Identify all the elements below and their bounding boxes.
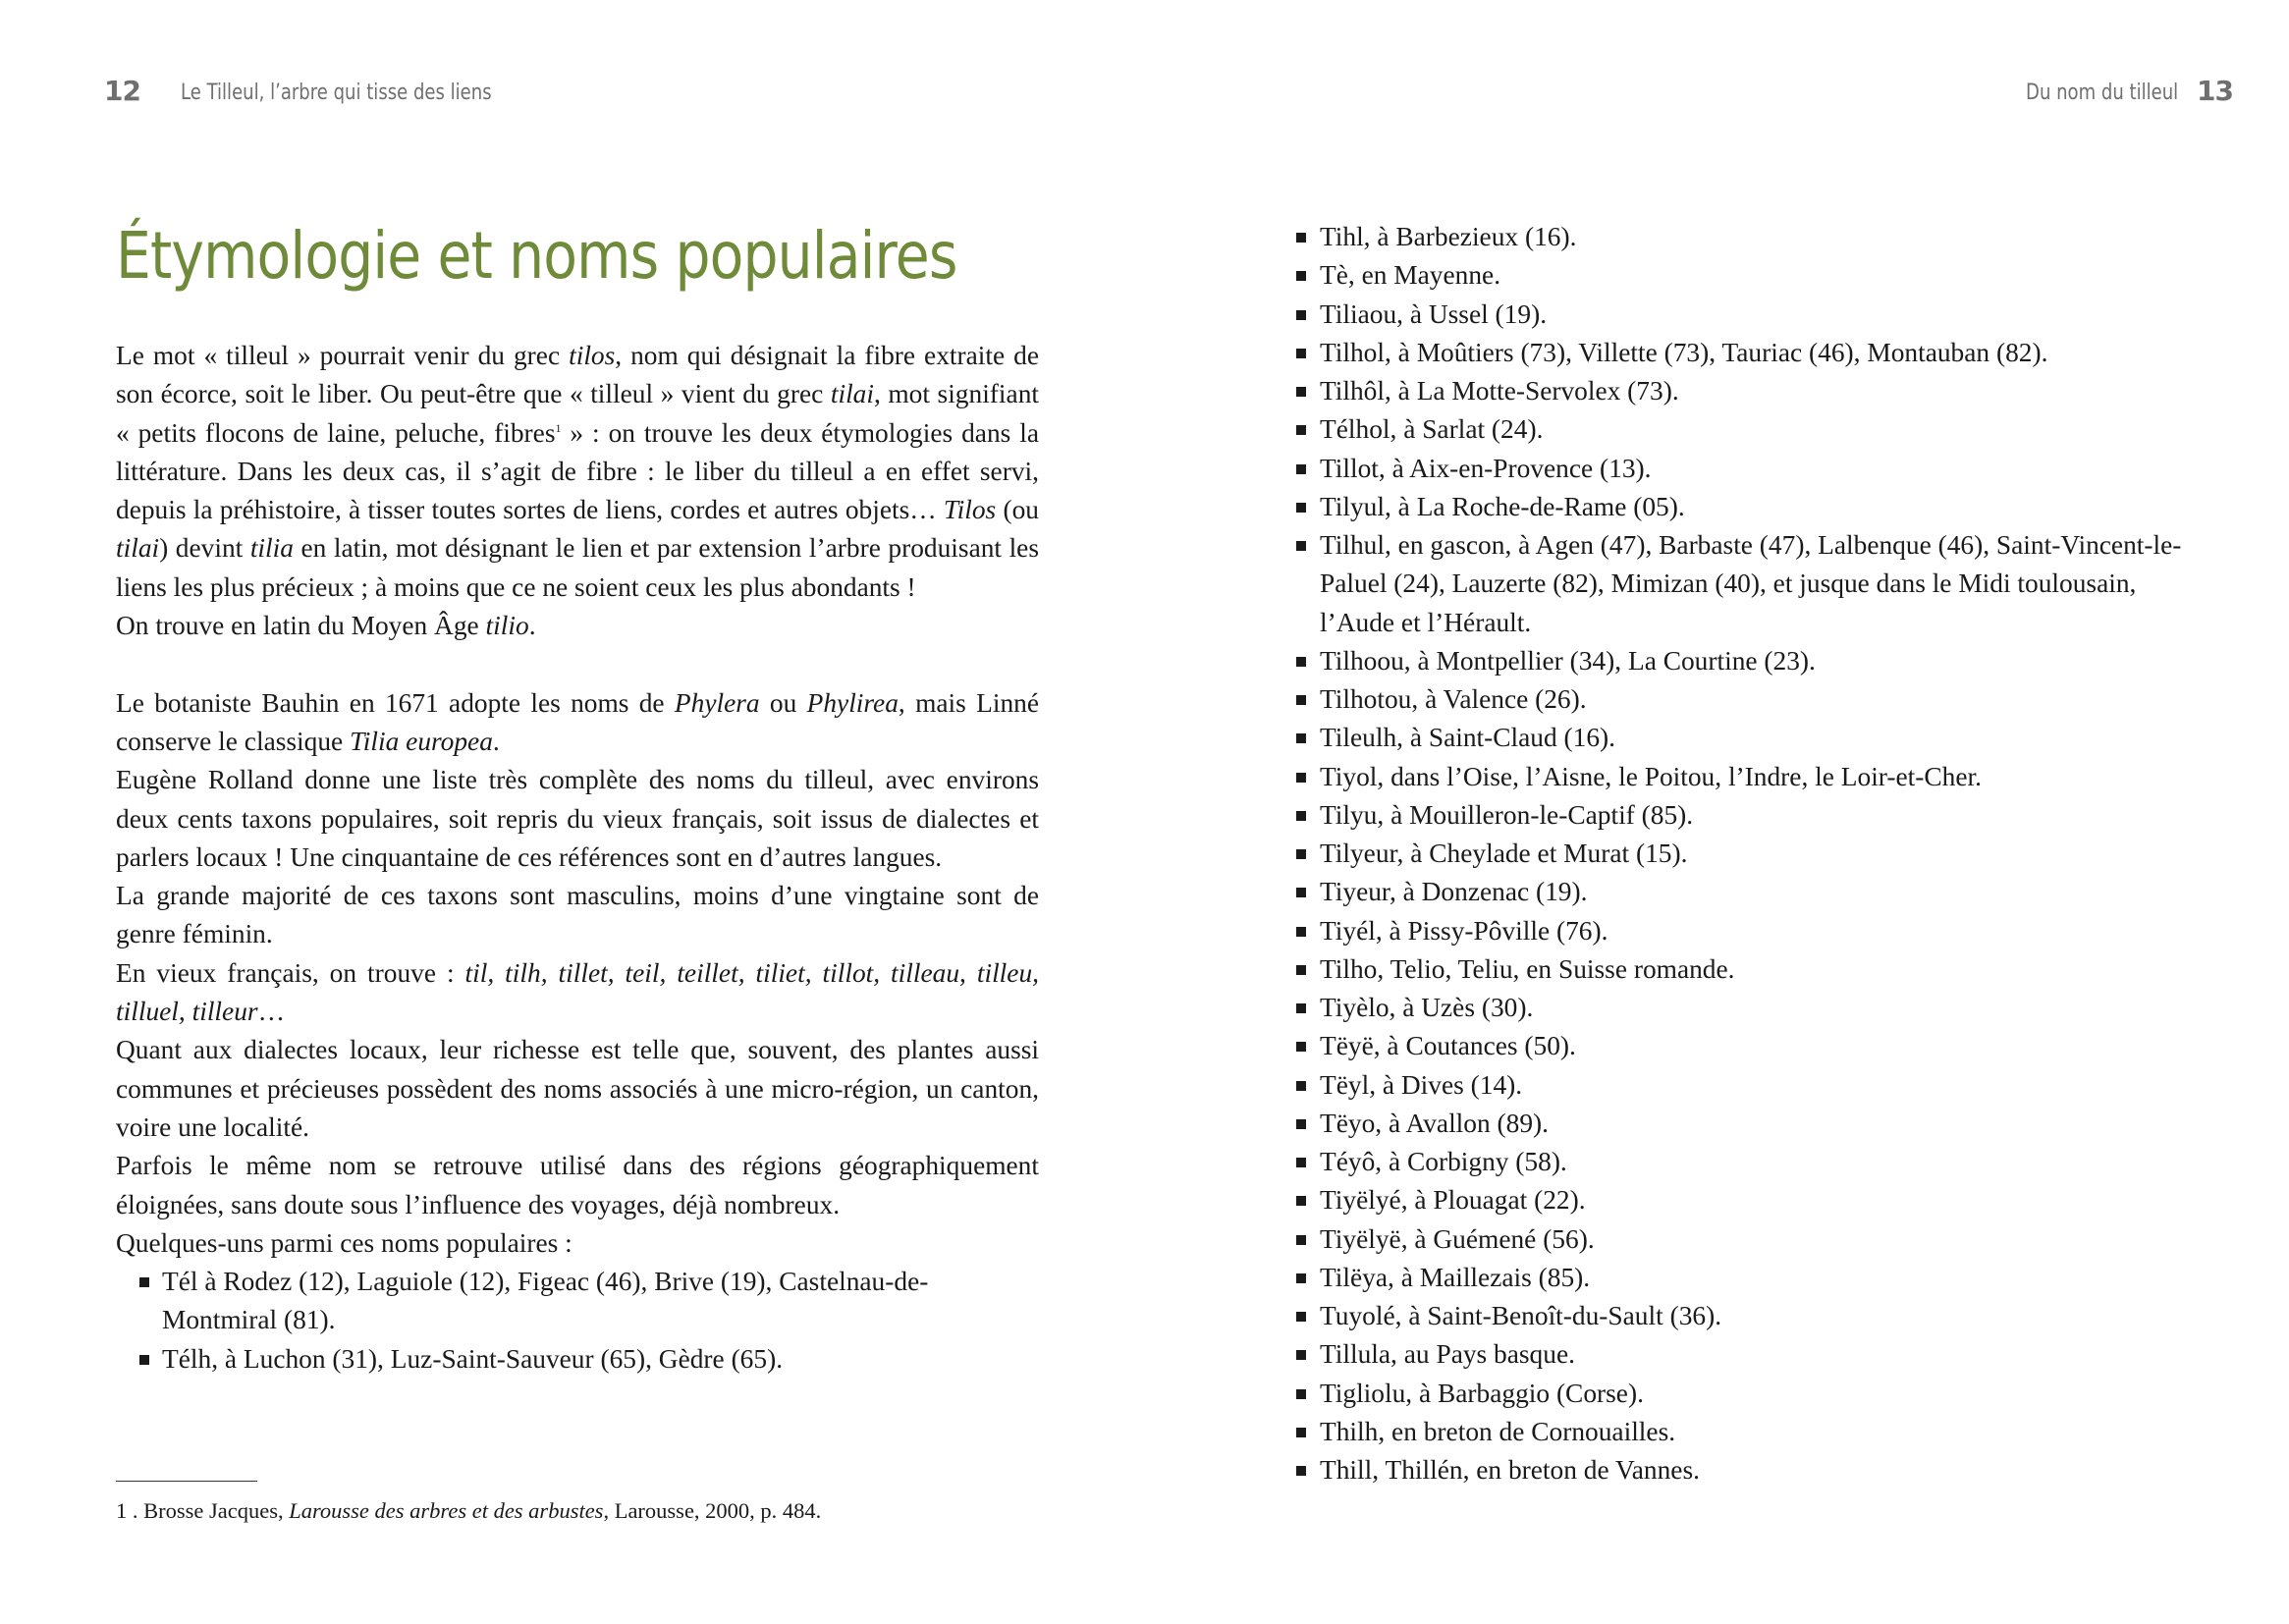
text-run: Quelques-uns parmi ces noms populaires : xyxy=(116,1227,572,1258)
paragraph xyxy=(116,954,1039,1032)
text-run: Le mot « tilleul » pourrait venir du grec xyxy=(116,341,570,370)
paragraph xyxy=(116,877,1039,954)
list-item: Tilëya, à Maillezais (85). xyxy=(1274,1259,2197,1297)
list-item: Tiyeur, à Donzenac (19). xyxy=(1274,873,2197,911)
text-run: , mais Linné conserve le classique xyxy=(116,687,1039,756)
italic-text: Larousse des arbres et des arbustes xyxy=(289,1498,604,1523)
paragraph xyxy=(116,1031,1039,1147)
left-page xyxy=(0,0,1144,1624)
section-heading: Étymologie et noms populaires xyxy=(116,218,957,294)
text-run: , Larousse, 2000, p. 484. xyxy=(603,1498,822,1523)
list-item: Tileulh, à Saint-Claud (16). xyxy=(1274,719,2197,757)
text-run: , nom qui désignait la fibre extraite de son écorce, soit le liber. Ou peut-être que « tilleul » vient du grec xyxy=(116,341,1039,409)
list-item: Tihl, à Barbezieux (16). xyxy=(1274,218,2197,256)
names-list-left xyxy=(116,1263,1039,1379)
text-run: Eugène Rolland donne une liste très complète des noms du tilleul, avec environs deux cents taxons populaires, soit repris du vieux français, soit issus de dialectes et parlers locaux ! Une cinquantaine de ces références sont en d’autres langues. xyxy=(116,765,1039,872)
list-item: Thill, Thillén, en breton de Vannes. xyxy=(1274,1451,2197,1489)
text-run: » : on trouve les deux étymologies dans la littérature. Dans les deux cas, il s’agit de fibre : le liber du tilleul a en effet servi, depuis la préhistoire, à tisser toutes sortes de liens, cordes et autres objets… xyxy=(116,417,1039,525)
list-item: Tiyol, dans l’Oise, l’Aisne, le Poitou, l’Indre, le Loir-et-Cher. xyxy=(1274,758,2197,796)
list-item: Tè, en Mayenne. xyxy=(1274,256,2197,295)
list-item: Téyô, à Corbigny (58). xyxy=(1274,1143,2197,1181)
text-run: , mot signifiant « petits flocons de laine, peluche, fibres xyxy=(116,379,1040,448)
italic-text: tilai xyxy=(116,533,160,564)
paragraph xyxy=(116,607,1039,645)
list-item: Tëyl, à Dives (14). xyxy=(1274,1066,2197,1105)
list-item: Tiyëlyé, à Plouagat (22). xyxy=(1274,1181,2197,1219)
list-item: Tilhotou, à Valence (26). xyxy=(1274,680,2197,719)
names-list-right xyxy=(1274,218,2197,1489)
italic-text: tilai xyxy=(830,379,874,409)
text-run: La grande majorité de ces taxons sont masculins, moins d’une vingtaine sont de genre féminin. xyxy=(116,881,1039,949)
list-item: Télh, à Luchon (31), Luz-Saint-Sauveur (65), Gèdre (65). xyxy=(116,1340,1039,1379)
body-text xyxy=(116,337,1039,1379)
footnote-rule xyxy=(116,1481,257,1482)
paragraph xyxy=(116,1147,1039,1224)
list-item: Tilhôl, à La Motte-Servolex (73). xyxy=(1274,372,2197,410)
list-item: Tilhol, à Moûtiers (73), Villette (73), Tauriac (46), Montauban (82). xyxy=(1274,334,2197,372)
italic-text: til, tilh, tillet, teil, teillet, tiliet, tillot, tilleau, tilleu, tilluel, tilleur xyxy=(116,957,1039,1027)
running-title-right: Du nom du tilleul xyxy=(2025,81,2178,105)
paragraph xyxy=(116,761,1039,877)
list-item: Tiyëlyë, à Guémené (56). xyxy=(1274,1220,2197,1259)
text-run: Quant aux dialectes locaux, leur richesse est telle que, souvent, des plantes aussi communes et précieuses possèdent des noms associés à une micro-région, un canton, voire une localité. xyxy=(116,1035,1039,1142)
list-item: Tilyeur, à Cheylade et Murat (15). xyxy=(1274,835,2197,873)
italic-text: Tilia europea xyxy=(350,726,493,756)
paragraph xyxy=(116,337,1039,607)
text-run: . xyxy=(492,726,500,756)
list-item: Tigliolu, à Barbaggio (Corse). xyxy=(1274,1375,2197,1413)
page-number-left: 12 xyxy=(104,75,140,107)
list-item: Tuyolé, à Saint-Benoît-du-Sault (36). xyxy=(1274,1297,2197,1335)
italic-text: tilia xyxy=(249,533,294,564)
paragraph xyxy=(116,684,1039,762)
list-item: Tillot, à Aix-en-Provence (13). xyxy=(1274,450,2197,488)
italic-text: Phylirea xyxy=(806,687,899,718)
italic-text: tilos xyxy=(569,341,616,370)
text-run: … xyxy=(257,997,285,1027)
paragraph xyxy=(116,1224,1039,1263)
text-run: Le botaniste Bauhin en 1671 adopte les noms de xyxy=(116,687,675,718)
running-title-left: Le Tilleul, l’arbre qui tisse des liens xyxy=(181,81,492,105)
list-item: Tillula, au Pays basque. xyxy=(1274,1335,2197,1374)
footnote-ref: 1 xyxy=(555,420,562,435)
list-item: Tilyu, à Mouilleron-le-Captif (85). xyxy=(1274,796,2197,835)
list-item: Thilh, en breton de Cornouailles. xyxy=(1274,1413,2197,1451)
text-run: Parfois le même nom se retrouve utilisé dans des régions géographiquement éloignées, sans doute sous l’influence des voyages, déjà nombreux. xyxy=(116,1151,1039,1219)
list-item: Télhol, à Sarlat (24). xyxy=(1274,410,2197,449)
text-run: On trouve en latin du Moyen Âge xyxy=(116,611,486,641)
text-run: 1 . Brosse Jacques, xyxy=(116,1498,290,1523)
list-item: Tëyë, à Coutances (50). xyxy=(1274,1027,2197,1065)
page-number-right: 13 xyxy=(2197,75,2233,107)
list-item: Tilho, Telio, Teliu, en Suisse romande. xyxy=(1274,950,2197,989)
text-run: ou xyxy=(759,687,807,718)
list-item: Tilyul, à La Roche-de-Rame (05). xyxy=(1274,488,2197,526)
text-run: (ou xyxy=(996,495,1039,525)
footnote xyxy=(116,1496,821,1526)
list-item: Tiliaou, à Ussel (19). xyxy=(1274,296,2197,334)
names-list-right-container xyxy=(1274,218,2197,1489)
list-item: Tilhul, en gascon, à Agen (47), Barbaste (47), Lalbenque (46), Saint-Vincent-le-Paluel (24), Lauzerte (82), Mimizan (40), et jusque dans le Midi toulousain, l’Aude et l’Hérault. xyxy=(1274,526,2197,642)
italic-text: tilio xyxy=(485,611,529,641)
list-item: Tëyo, à Avallon (89). xyxy=(1274,1105,2197,1143)
text-run: ) devint xyxy=(159,533,250,564)
list-item: Tél à Rodez (12), Laguiole (12), Figeac (46), Brive (19), Castelnau-de-Montmiral (81). xyxy=(116,1263,1039,1340)
list-item: Tilhoou, à Montpellier (34), La Courtine (23). xyxy=(1274,642,2197,680)
text-run: . xyxy=(528,611,536,641)
text-run: En vieux français, on trouve : xyxy=(116,957,465,988)
italic-text: Tilos xyxy=(943,495,997,525)
italic-text: Phylera xyxy=(674,687,760,718)
text-run: en latin, mot désignant le lien et par extension l’arbre produisant les liens les plus précieux ; à moins que ce ne soient ceux les plus abondants ! xyxy=(116,533,1039,602)
list-item: Tiyèlo, à Uzès (30). xyxy=(1274,989,2197,1027)
list-item: Tiyél, à Pissy-Pôville (76). xyxy=(1274,912,2197,950)
